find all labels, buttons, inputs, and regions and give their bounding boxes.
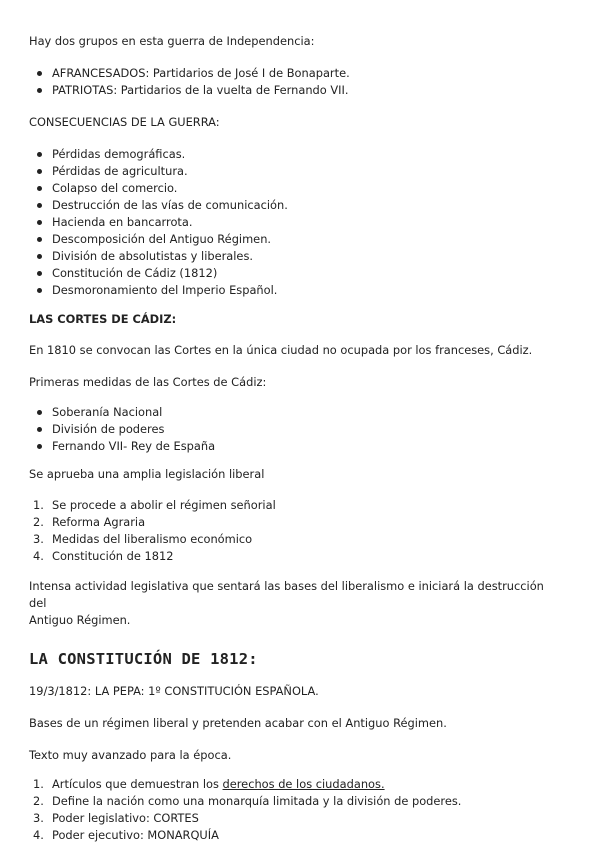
list-item (29, 827, 560, 844)
list-text: Poder legislativo: CORTES (52, 811, 199, 825)
constitucion-paragraph-2: Bases de un régimen liberal y pretenden acabar con el Antiguo Régimen. (29, 716, 447, 730)
paragraph-line: Antiguo Régimen. (29, 613, 131, 627)
list-item: Pérdidas de agricultura. (29, 163, 560, 180)
cortes-paragraph-3: Se aprueba una amplia legislación liberal (29, 467, 265, 481)
list-number: 4. (33, 828, 44, 842)
list-item (29, 810, 560, 827)
list-item: Destrucción de las vías de comunicación. (29, 197, 560, 214)
list-number: 2. (33, 515, 44, 529)
list-item: PATRIOTAS: Partidarios de la vuelta de Fernando VII. (29, 82, 560, 99)
cortes-paragraph-2: Primeras medidas de las Cortes de Cádiz: (29, 375, 267, 389)
list-item: División de absolutistas y liberales. (29, 248, 560, 265)
list-number: 1. (33, 777, 44, 791)
cortes-paragraph-1: En 1810 se convocan las Cortes en la única ciudad no ocupada por los franceses, Cádiz. (29, 343, 533, 357)
underlined-text: derechos de los ciudadanos. (222, 777, 385, 791)
list-item (29, 497, 560, 514)
cortes-heading: LAS CORTES DE CÁDIZ: (29, 312, 177, 326)
measures-list (29, 404, 560, 455)
constitucion-heading: LA CONSTITUCIÓN DE 1812: (29, 650, 258, 668)
consequences-list (29, 146, 560, 299)
constitucion-paragraph-1: 19/3/1812: LA PEPA: 1º CONSTITUCIÓN ESPAÑOLA. (29, 684, 319, 698)
cortes-paragraph-4 (29, 578, 560, 629)
list-item (29, 548, 560, 565)
paragraph-line: Intensa actividad legislativa que sentará las bases del liberalismo e iniciará la destrucción del (29, 579, 544, 610)
list-text: Reforma Agraria (52, 515, 146, 529)
intro-text: Hay dos grupos en esta guerra de Independencia: (29, 34, 315, 48)
list-text: Define la nación como una monarquía limitada y la división de poderes. (52, 794, 462, 808)
list-item (29, 776, 560, 793)
list-text: Poder ejecutivo: MONARQUÍA (52, 828, 219, 842)
list-item: División de poderes (29, 421, 560, 438)
list-item (29, 531, 560, 548)
list-item: Descomposición del Antiguo Régimen. (29, 231, 560, 248)
list-item: Desmoronamiento del Imperio Español. (29, 282, 560, 299)
list-item: Soberanía Nacional (29, 404, 560, 421)
list-number: 3. (33, 811, 44, 825)
legislation-list (29, 497, 560, 565)
list-item: Pérdidas demográficas. (29, 146, 560, 163)
list-item: Fernando VII- Rey de España (29, 438, 560, 455)
list-item (29, 514, 560, 531)
list-item (29, 793, 560, 810)
list-item: Hacienda en bancarrota. (29, 214, 560, 231)
constitucion-paragraph-3: Texto muy avanzado para la época. (29, 748, 232, 762)
list-number: 3. (33, 532, 44, 546)
list-item: Colapso del comercio. (29, 180, 560, 197)
groups-list (29, 65, 560, 99)
constitucion-list (29, 776, 560, 844)
consequences-title: CONSECUENCIAS DE LA GUERRA: (29, 115, 220, 129)
list-text: Artículos que demuestran los (52, 777, 223, 791)
list-text: Se procede a abolir el régimen señorial (52, 498, 276, 512)
list-number: 4. (33, 549, 44, 563)
list-text: Medidas del liberalismo económico (52, 532, 253, 546)
list-number: 2. (33, 794, 44, 808)
list-text: Constitución de 1812 (52, 549, 174, 563)
list-item: Constitución de Cádiz (1812) (29, 265, 560, 282)
list-number: 1. (33, 498, 44, 512)
list-item: AFRANCESADOS: Partidarios de José I de Bonaparte. (29, 65, 560, 82)
